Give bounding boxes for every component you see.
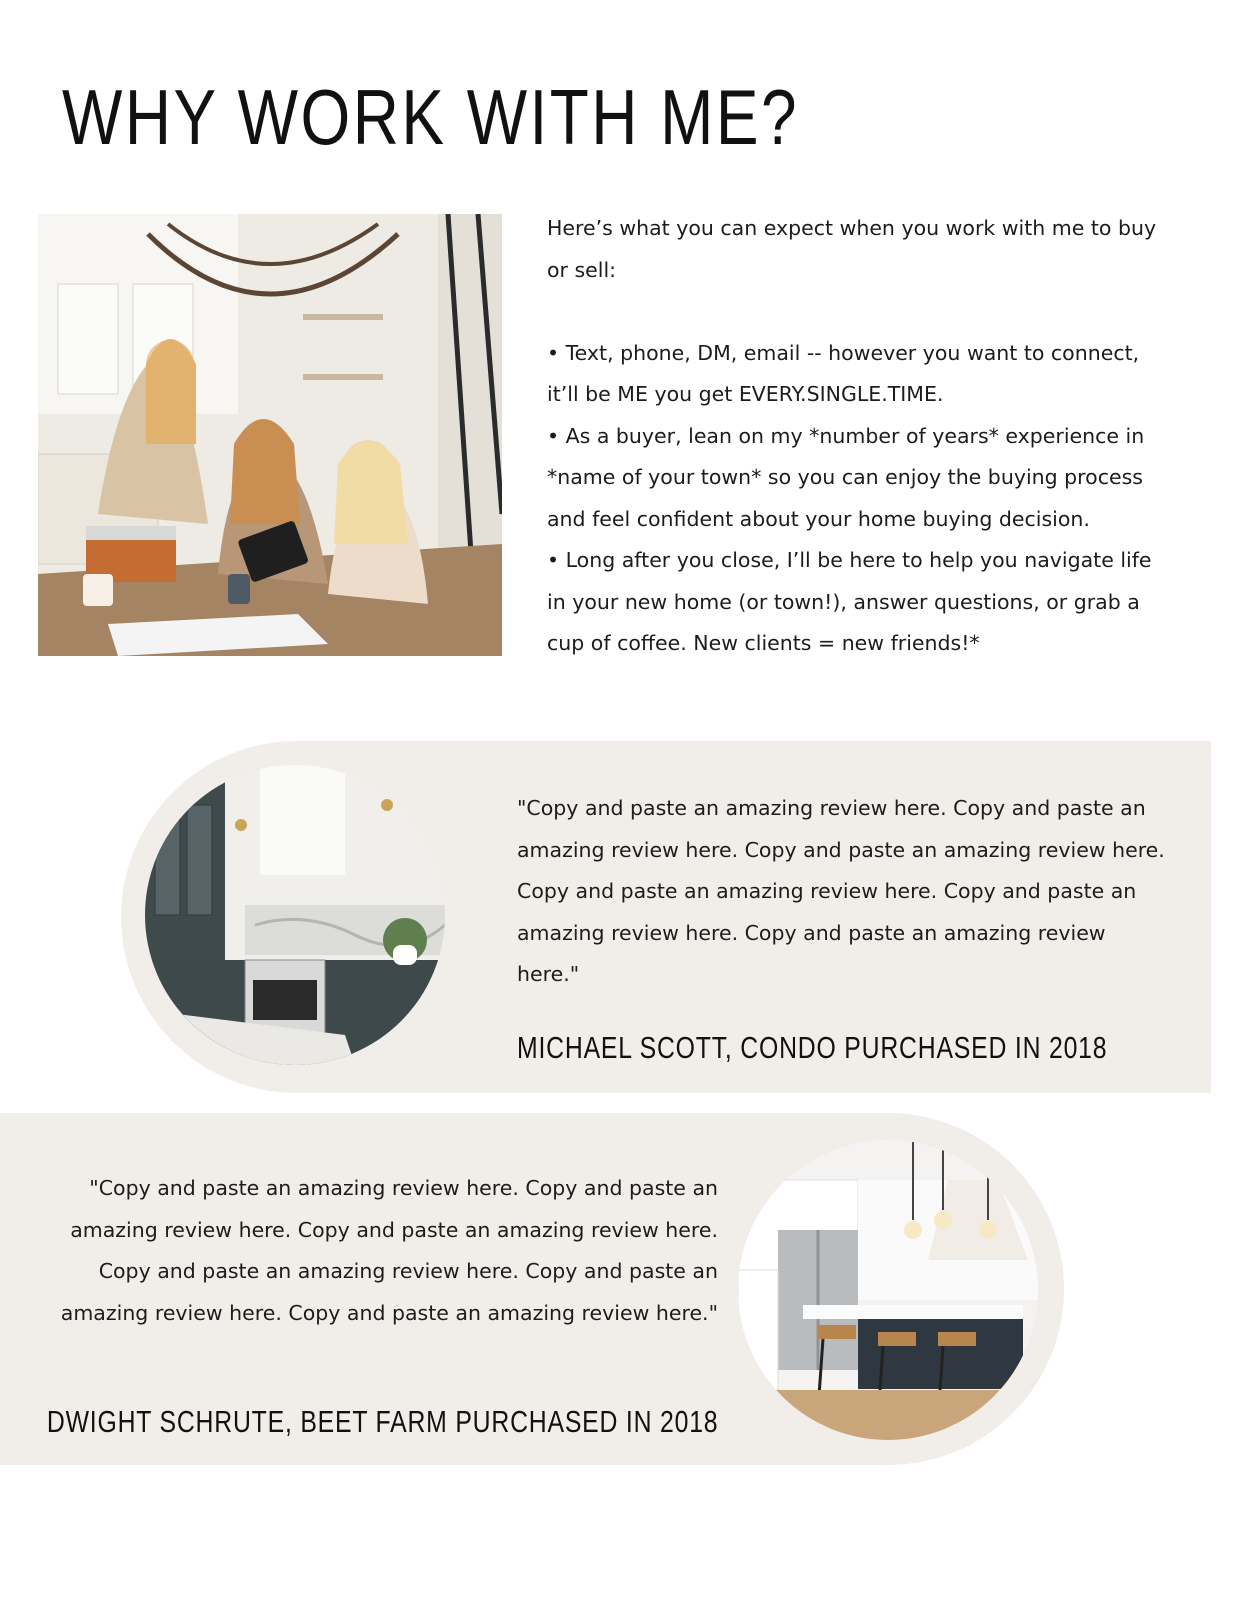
team-photo xyxy=(38,214,502,656)
intro-bullet: • Text, phone, DM, email -- however you want to connect, it’ll be ME you get EVERY.SINGLE.TIME. xyxy=(547,340,1140,406)
testimonial-author: MICHAEL SCOTT, CONDO PURCHASED IN 2018 xyxy=(517,1030,1108,1065)
testimonial-quote: "Copy and paste an amazing review here. Copy and paste an amazing review here. Copy and paste an amazing review here. Copy and paste an amazing review here. Copy and paste an amazing review here. Copy and paste an amazing review here." xyxy=(60,1176,718,1325)
intro-bullet: • Long after you close, I’ll be here to help you navigate life in your new home (or town!), answer questions, or grab a cup of coffee. New clients = new friends!* xyxy=(547,548,1152,655)
intro-text xyxy=(547,208,1157,665)
kitchen-photo-1 xyxy=(145,765,445,1065)
testimonial-quote: "Copy and paste an amazing review here. Copy and paste an amazing review here. Copy and paste an amazing review here. Copy and paste an amazing review here. Copy and paste an amazing review here. Copy and paste an amazing review here." xyxy=(517,796,1165,986)
page-title: WHY WORK WITH ME? xyxy=(62,73,800,161)
testimonial-author: DWIGHT SCHRUTE, BEET FARM PURCHASED IN 2018 xyxy=(46,1404,718,1439)
intro-bullet: • As a buyer, lean on my *number of years* experience in *name of your town* so you can enjoy the buying process and feel confident about your home buying decision. xyxy=(547,423,1145,531)
intro-lead: Here’s what you can expect when you work with me to buy or sell: xyxy=(547,216,1157,282)
kitchen-photo-2 xyxy=(738,1140,1038,1440)
